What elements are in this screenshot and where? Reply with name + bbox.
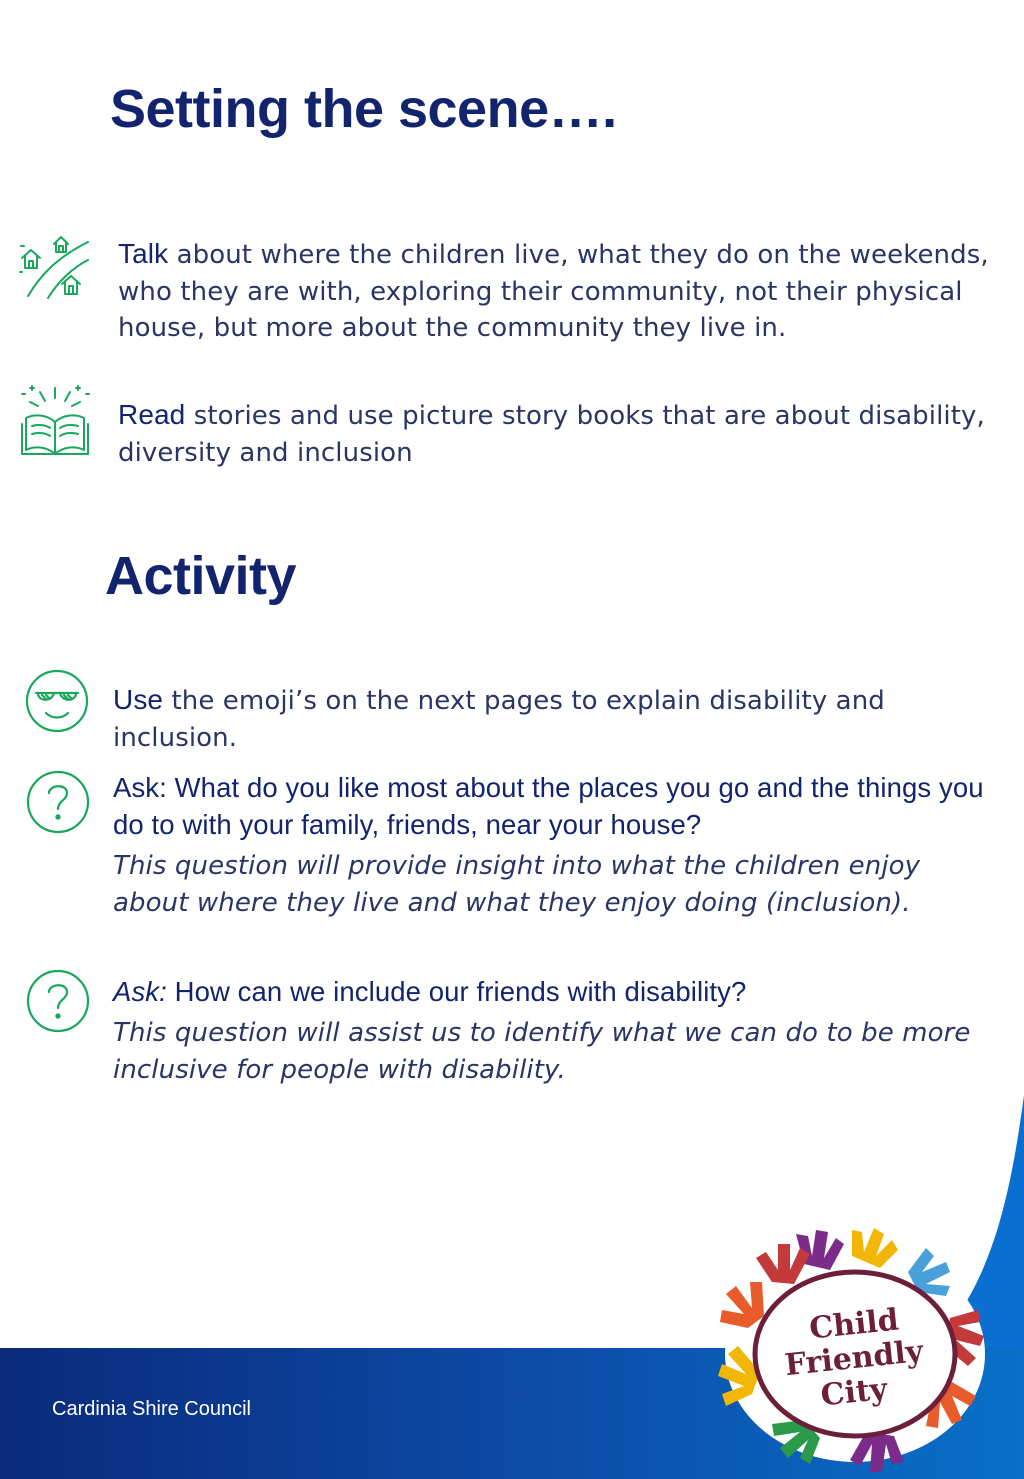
use-text: the emoji’s on the next pages to explain disability and inclusion.	[113, 686, 885, 753]
section-title-activity: Activity	[105, 546, 297, 606]
open-book-icon	[18, 382, 92, 458]
read-text: stories and use picture story books that are about disability, diversity and inclusion	[118, 401, 985, 468]
page-title: Setting the scene….	[110, 79, 617, 139]
ask-question-1: Ask: What do you like most about the places you go and the things you do to with your family, friends, near your house?	[113, 772, 984, 840]
ask-note-1: This question will provide insight into what the children enjoy about where they live and what they enjoy doing (inclusion).	[113, 851, 921, 918]
ask-note-2: This question will assist us to identify what we can do to be more inclusive for people with disability.	[113, 1018, 971, 1085]
ask-prefix-2: Ask:	[113, 976, 167, 1007]
talk-text: about where the children live, what they do on the weekends, who they are with, exploring their community, not their physical house, but more about the community they live in.	[118, 240, 989, 343]
community-houses-icon	[18, 232, 92, 300]
footer-organisation: Cardinia Shire Council	[52, 1398, 251, 1420]
logo-line-friendly: Friendly	[783, 1333, 925, 1384]
question-mark-icon	[25, 769, 91, 835]
sunglasses-emoji-icon	[24, 668, 90, 734]
talk-lead: Talk	[118, 238, 169, 269]
read-lead: Read	[118, 399, 186, 430]
question-mark-icon	[25, 968, 91, 1034]
child-friendly-city-logo	[712, 1226, 998, 1476]
ask-question-2: How can we include our friends with disability?	[166, 976, 747, 1007]
use-lead: Use	[113, 684, 164, 715]
logo-line-city: City	[819, 1371, 889, 1414]
logo-line-child: Child	[807, 1302, 901, 1347]
